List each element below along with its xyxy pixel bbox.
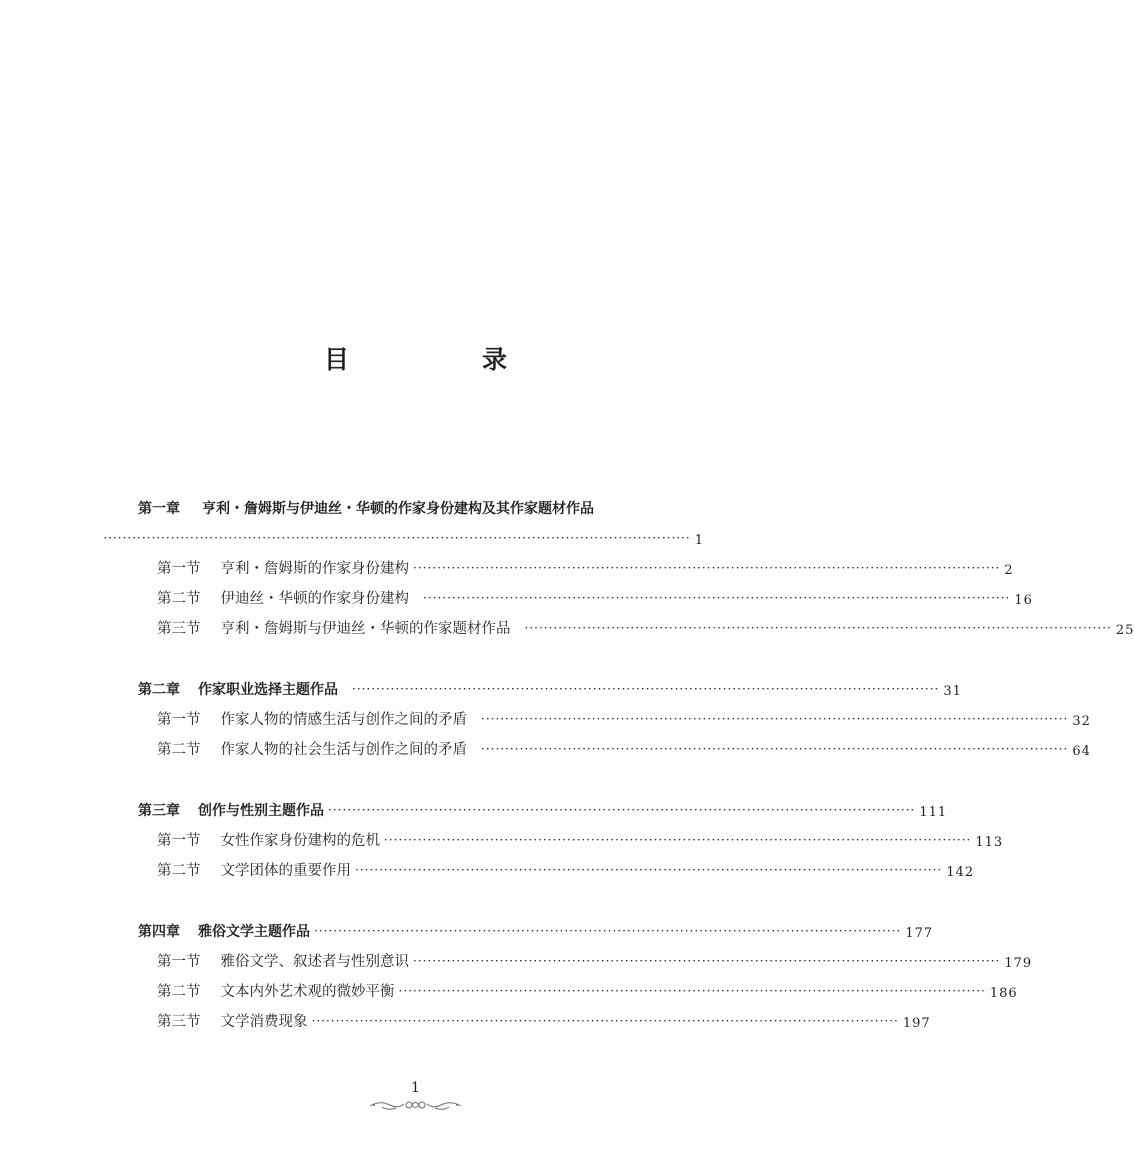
section-title: 文学消费现象 — [220, 1014, 308, 1030]
leader-dots: ·························································································································· — [355, 863, 943, 877]
section-page: 186 — [989, 986, 1018, 1001]
toc-chapter-3[interactable] — [138, 800, 948, 820]
section-page: 113 — [975, 835, 1004, 850]
section-page: 32 — [1072, 714, 1091, 729]
section-title: 亨利・詹姆斯与伊迪丝・华顿的作家题材作品 — [220, 621, 511, 637]
leader-dots: ·························································································································· — [481, 742, 1069, 756]
chapter-label: 第二章 — [138, 682, 180, 698]
section-page: 64 — [1072, 744, 1091, 759]
toc-section-1-1[interactable] — [157, 558, 1014, 578]
section-page: 197 — [902, 1016, 931, 1031]
section-label: 第一节 — [157, 954, 201, 970]
chapter-label: 第四章 — [138, 924, 180, 940]
toc-section-2-2[interactable] — [157, 739, 1091, 759]
section-page: 179 — [1004, 956, 1033, 971]
chapter-title: 创作与性别主题作品 — [198, 803, 324, 819]
leader-dots: ·························································································································· — [423, 591, 1011, 605]
section-title: 亨利・詹姆斯的作家身份建构 — [220, 561, 409, 577]
toc-chapter-2[interactable] — [138, 679, 962, 699]
toc-chapter-1-page-line[interactable] — [103, 528, 704, 548]
toc-section-1-3[interactable] — [157, 618, 1134, 638]
section-label: 第一节 — [157, 712, 201, 728]
section-page: 25 — [1115, 623, 1134, 638]
section-title: 伊迪丝・华顿的作家身份建构 — [220, 591, 409, 607]
section-title: 雅俗文学、叙述者与性别意识 — [220, 954, 409, 970]
leader-dots: ·························································································································· — [352, 682, 940, 696]
section-page: 16 — [1014, 593, 1033, 608]
toc-chapter-4[interactable] — [138, 921, 934, 941]
section-label: 第一节 — [157, 561, 201, 577]
section-page: 142 — [946, 865, 975, 880]
section-page: 2 — [1004, 563, 1014, 578]
leader-dots: ·························································································································· — [524, 621, 1112, 635]
chapter-title: 雅俗文学主题作品 — [198, 924, 310, 940]
toc-section-1-2[interactable] — [157, 588, 1033, 608]
chapter-title: 亨利・詹姆斯与伊迪丝・华顿的作家身份建构及其作家题材作品 — [202, 501, 594, 517]
toc-section-3-1[interactable] — [157, 830, 1004, 850]
footer-ornament-icon — [368, 1097, 463, 1113]
footer-page-number: 1 — [411, 1080, 420, 1096]
chapter-page: 111 — [919, 805, 948, 820]
leader-dots: ·························································································································· — [413, 954, 1001, 968]
chapter-page: 31 — [943, 684, 962, 699]
chapter-label: 第三章 — [138, 803, 180, 819]
leader-dots: ·························································································································· — [413, 561, 1001, 575]
section-label: 第二节 — [157, 984, 201, 1000]
toc-section-3-2[interactable] — [157, 860, 975, 880]
section-title: 作家人物的情感生活与创作之间的矛盾 — [220, 712, 467, 728]
section-title: 作家人物的社会生活与创作之间的矛盾 — [220, 742, 467, 758]
toc-section-4-2[interactable] — [157, 981, 1018, 1001]
section-title: 文本内外艺术观的微妙平衡 — [220, 984, 395, 1000]
leader-dots: ·························································································································· — [328, 803, 916, 817]
toc-section-2-1[interactable] — [157, 709, 1091, 729]
toc-chapter-1[interactable] — [138, 498, 704, 518]
leader-dots: ·························································································································· — [398, 984, 986, 998]
leader-dots: ·························································································································· — [314, 924, 902, 938]
section-title: 文学团体的重要作用 — [220, 863, 351, 879]
leader-dots: ·························································································································· — [103, 531, 691, 545]
section-label: 第三节 — [157, 621, 201, 637]
section-title: 女性作家身份建构的危机 — [220, 833, 380, 849]
section-label: 第二节 — [157, 591, 201, 607]
toc-section-4-3[interactable] — [157, 1011, 931, 1031]
chapter-page: 177 — [905, 926, 934, 941]
chapter-title: 作家职业选择主题作品 — [198, 682, 338, 698]
section-label: 第二节 — [157, 863, 201, 879]
page-title: 目 录 — [323, 345, 561, 374]
chapter-label: 第一章 — [138, 501, 180, 517]
chapter-page: 1 — [694, 533, 704, 548]
toc-section-4-1[interactable] — [157, 951, 1033, 971]
leader-dots: ·························································································································· — [384, 833, 972, 847]
section-label: 第二节 — [157, 742, 201, 758]
leader-dots: ·························································································································· — [311, 1014, 899, 1028]
section-label: 第一节 — [157, 833, 201, 849]
section-label: 第三节 — [157, 1014, 201, 1030]
leader-dots: ·························································································································· — [481, 712, 1069, 726]
